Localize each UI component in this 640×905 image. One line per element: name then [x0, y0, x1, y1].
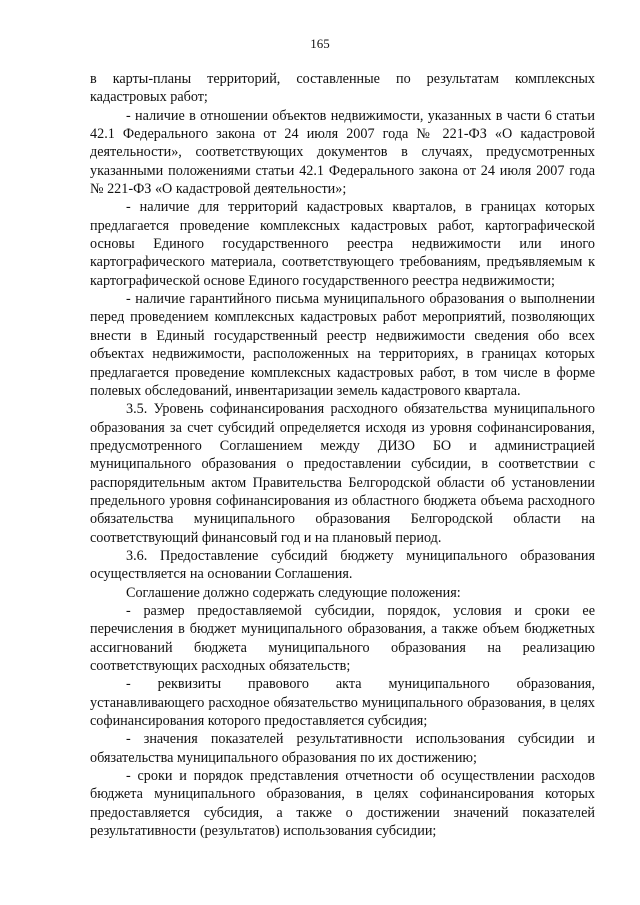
paragraph: - наличие в отношении объектов недвижимости, указанных в части 6 статьи 42.1 Федерального закона от 24 июля 2007 года № 221-ФЗ «О кадастровой деятельности», соответствующих документов в случаях, предусмотренных указанными положениями статьи 42.1 Федерального закона от 24 июля 2007 года № 221-ФЗ «О кадастровой деятельности»; — [90, 107, 595, 198]
paragraph: 3.5. Уровень софинансирования расходного обязательства муниципального образования за счет субсидий определяется исходя из уровня софинансирования, предусмотренного Соглашением между ДИЗО БО и администрацией муниципального образования о предоставлении субсидии, в соответствии с распорядительным актом Правительства Белгородской области об установлении предельного уровня софинансирования из областного бюджета объема расходного обязательства муниципального образования Белгородской области на соответствующий финансовый год и на плановый период. — [90, 401, 595, 546]
paragraph: 3.6. Предоставление субсидий бюджету муниципального образования осуществляется на основании Соглашения. — [90, 547, 595, 583]
document-body — [90, 70, 595, 840]
paragraph: - наличие гарантийного письма муниципального образования о выполнении перед проведением комплексных кадастровых работ мероприятий, позволяющих внести в Единый государственный реестр недвижимости сведения обо всех объектах недвижимости, расположенных на территориях, в границах которых предлагается проведение комплексных кадастровых работ, в том числе в форме полевых обследований, инвентаризации земель кадастрового квартала. — [90, 291, 595, 399]
paragraph: - наличие для территорий кадастровых кварталов, в границах которых предлагается проведение комплексных кадастровых работ, картографической основы Единого государственного реестра недвижимости или иного картографического материала, соответствующего требованиям, предъявляемым к картографической основе Единого государственного реестра недвижимости; — [90, 199, 595, 289]
paragraph: - значения показателей результативности использования субсидии и обязательства муниципального образования по их достижению; — [90, 731, 595, 766]
paragraph: в карты-планы территорий, составленные по результатам комплексных кадастровых работ; — [90, 71, 595, 106]
paragraph: - размер предоставляемой субсидии, порядок, условия и сроки ее перечисления в бюджет муниципального образования, а также объем бюджетных ассигнований бюджета муниципального образования на реализацию соответствующих расходных обязательств; — [90, 602, 595, 674]
paragraph: - реквизиты правового акта муниципального образования, устанавливающего расходное обязательство муниципального образования, в целях софинансирования которого предоставляется субсидия; — [90, 676, 595, 730]
paragraph: - сроки и порядок представления отчетности об осуществлении расходов бюджета муниципального образования, в целях софинансирования которых предоставляется субсидия, а также о достижении значений показателей результативности (результатов) использования субсидии; — [90, 768, 595, 840]
page-number: 165 — [310, 36, 330, 51]
paragraph: Соглашение должно содержать следующие положения: — [126, 584, 461, 601]
